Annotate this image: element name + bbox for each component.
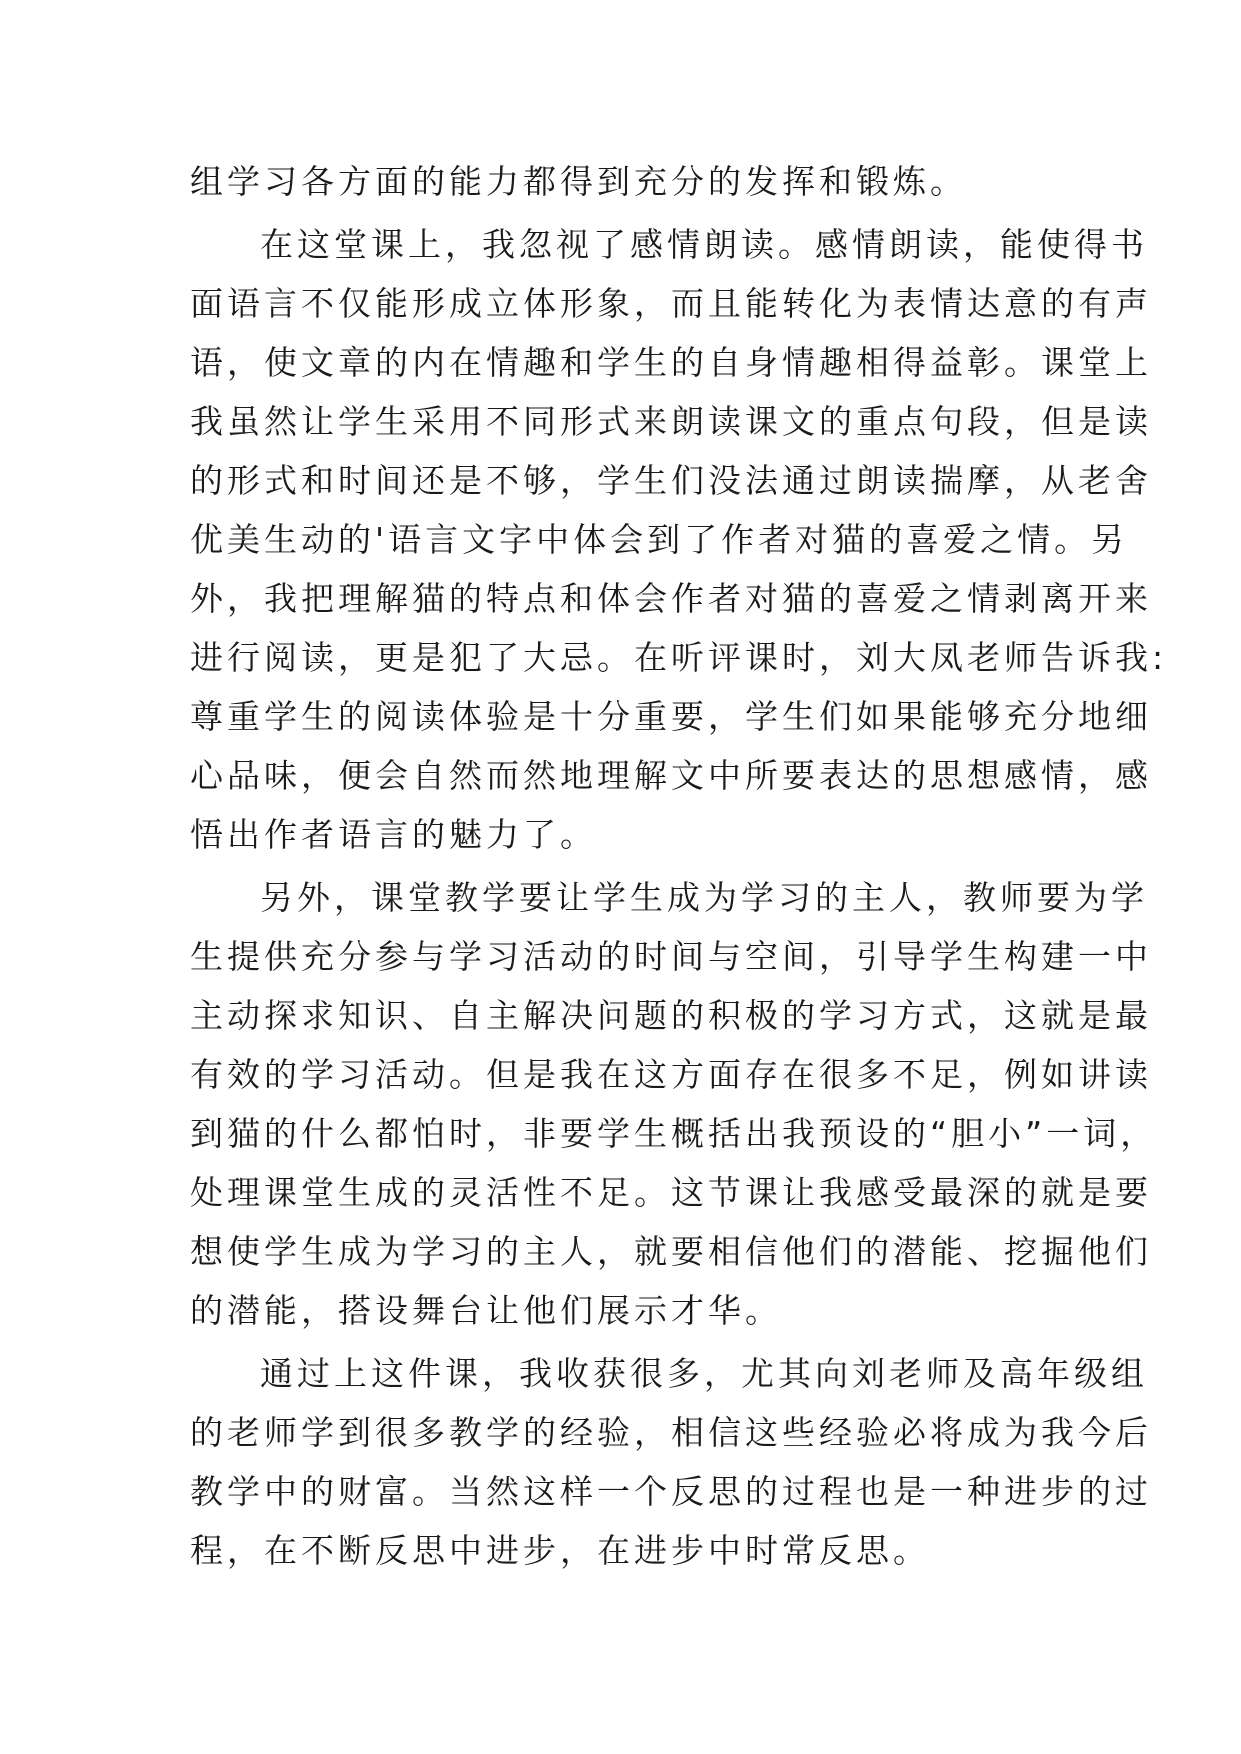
text-line: 生提供充分参与学习活动的时间与空间，引导学生构建一中 (190, 937, 1152, 976)
paragraph-2 (190, 215, 1168, 864)
text-line: 想使学生成为学习的主人，就要相信他们的潜能、挖掘他们 (190, 1232, 1152, 1271)
text-line: 优美生动的'语言文字中体会到了作者对猫的喜爱之情。另 (190, 520, 1129, 559)
text-line: 的老师学到很多教学的经验，相信这些经验必将成为我今后 (190, 1413, 1152, 1452)
text-line: 悟出作者语言的魅力了。 (190, 815, 597, 854)
text-line: 到猫的什么都怕时，非要学生概括出我预设的“胆小”一词， (190, 1114, 1158, 1153)
text-line: 程，在不断反思中进步，在进步中时常反思。 (190, 1531, 930, 1570)
text-line: 心品味，便会自然而然地理解文中所要表达的思想感情，感 (190, 756, 1152, 795)
text-line: 主动探求知识、自主解决问题的积极的学习方式，这就是最 (190, 996, 1152, 1035)
text-line: 教学中的财富。当然这样一个反思的过程也是一种进步的过 (190, 1472, 1152, 1511)
document-page (190, 152, 1168, 1584)
text-line: 面语言不仅能形成立体形象，而且能转化为表情达意的有声 (190, 284, 1152, 323)
text-line: 的潜能，搭设舞台让他们展示才华。 (190, 1291, 782, 1330)
text-line: 组学习各方面的能力都得到充分的发挥和锻炼。 (190, 162, 967, 201)
text-line: 尊重学生的阅读体验是十分重要，学生们如果能够充分地细 (190, 697, 1152, 736)
text-line: 语，使文章的内在情趣和学生的自身情趣相得益彰。课堂上 (190, 343, 1152, 382)
text-line: 有效的学习活动。但是我在这方面存在很多不足，例如讲读 (190, 1055, 1152, 1094)
paragraph-4 (190, 1344, 1152, 1580)
text-line: 另外，课堂教学要让学生成为学习的主人，教师要为学 (260, 878, 1148, 917)
text-line: 通过上这件课，我收获很多，尤其向刘老师及高年级组 (260, 1354, 1148, 1393)
paragraph-1 (190, 152, 1052, 211)
text-line: 进行阅读，更是犯了大忌。在听评课时，刘大凤老师告诉我: (190, 638, 1168, 677)
text-line: 外，我把理解猫的特点和体会作者对猫的喜爱之情剥离开来 (190, 579, 1152, 618)
text-line: 的形式和时间还是不够，学生们没法通过朗读揣摩，从老舍 (190, 461, 1152, 500)
text-line: 处理课堂生成的灵活性不足。这节课让我感受最深的就是要 (190, 1173, 1152, 1212)
paragraph-3 (190, 868, 1158, 1340)
text-line: 我虽然让学生采用不同形式来朗读课文的重点句段，但是读 (190, 402, 1152, 441)
text-line: 在这堂课上，我忽视了感情朗读。感情朗读，能使得书 (260, 225, 1148, 264)
